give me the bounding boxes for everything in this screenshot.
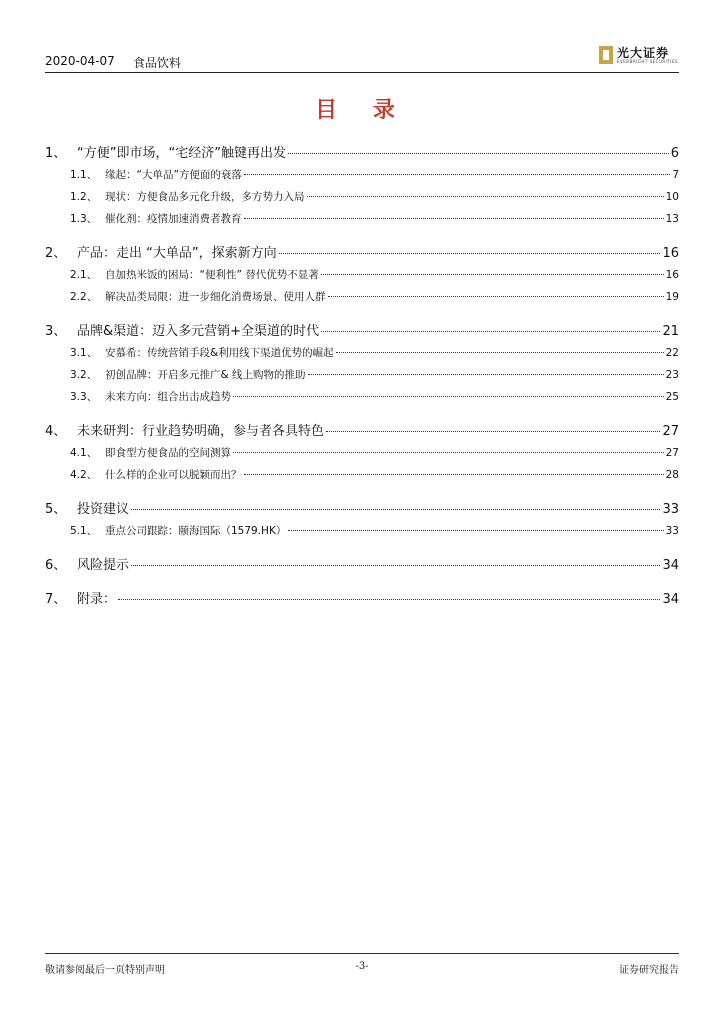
toc-subsection-entry[interactable] bbox=[45, 267, 679, 289]
toc-entry-page: 33 bbox=[662, 502, 679, 517]
toc-entry-number: 3.2、 bbox=[70, 367, 105, 382]
toc-leader-dots bbox=[307, 196, 664, 197]
toc-entry-page: 19 bbox=[665, 291, 679, 303]
toc-title: 目 录 bbox=[315, 97, 409, 123]
toc-leader-dots bbox=[244, 218, 664, 219]
toc-leader-dots bbox=[308, 374, 664, 375]
toc-entry-number: 4.1、 bbox=[70, 445, 105, 460]
toc-leader-dots bbox=[288, 530, 663, 531]
toc-subsection-entry[interactable] bbox=[45, 189, 679, 211]
toc-section-entry[interactable] bbox=[45, 584, 679, 613]
toc-leader-dots bbox=[321, 331, 660, 332]
toc-entry-title: 风险提示 bbox=[77, 554, 129, 573]
toc-leader-dots bbox=[244, 174, 670, 175]
toc-subsection-entry[interactable] bbox=[45, 467, 679, 489]
toc-entry-number: 6、 bbox=[45, 554, 77, 573]
toc-section-entry[interactable] bbox=[45, 416, 679, 445]
toc-section-entry[interactable] bbox=[45, 316, 679, 345]
toc-section-entry[interactable] bbox=[45, 550, 679, 579]
toc-entry-number: 3.3、 bbox=[70, 389, 105, 404]
toc-entry-title: 未来方向：组合出击成趋势 bbox=[105, 391, 231, 403]
toc-entry-number: 4、 bbox=[45, 420, 77, 439]
toc-entry-page: 28 bbox=[665, 469, 679, 481]
toc-entry-title: 自加热米饭的困局：“便利性” 替代优势不显著 bbox=[105, 269, 319, 281]
toc-entry-title: 催化剂：疫情加速消费者教育 bbox=[105, 213, 242, 225]
page-footer bbox=[45, 953, 679, 976]
toc-entry-title: “方便”即市场，“宅经济”触键再出发 bbox=[77, 142, 286, 161]
toc-entry-number: 1.2、 bbox=[70, 189, 105, 204]
toc-entry-title: 缘起：“大单品”方便面的衰落 bbox=[105, 169, 242, 181]
toc-entry-title: 品牌&渠道：迈入多元营销+全渠道的时代 bbox=[77, 320, 319, 339]
toc-section-entry[interactable] bbox=[45, 494, 679, 523]
logo-text-en: EVERBRIGHT SECURITIES bbox=[617, 59, 679, 64]
toc-subsection-entry[interactable] bbox=[45, 289, 679, 311]
toc-entry-title: 初创品牌：开启多元推广& 线上购物的推助 bbox=[105, 369, 306, 381]
toc-entry-title: 解决品类局限：进一步细化消费场景、使用人群 bbox=[105, 291, 326, 303]
toc-entry-page: 34 bbox=[662, 558, 679, 573]
report-category: 食品饮料 bbox=[133, 56, 182, 70]
toc-entry-page: 13 bbox=[665, 213, 679, 225]
toc-entry-page: 23 bbox=[665, 369, 679, 381]
toc-entry-title: 附录： bbox=[77, 588, 116, 607]
toc-subsection-entry[interactable] bbox=[45, 523, 679, 545]
toc-entry-title: 现状：方便食品多元化升级，多方势力入局 bbox=[105, 191, 305, 203]
toc-entry-number: 3.1、 bbox=[70, 345, 105, 360]
toc-entry-number: 1.1、 bbox=[70, 167, 105, 182]
toc-leader-dots bbox=[288, 153, 669, 154]
toc-entry-page: 6 bbox=[670, 146, 679, 161]
toc-leader-dots bbox=[321, 274, 664, 275]
toc-leader-dots bbox=[336, 352, 664, 353]
toc-leader-dots bbox=[328, 296, 664, 297]
toc-leader-dots bbox=[233, 396, 664, 397]
toc-entry-number: 1.3、 bbox=[70, 211, 105, 226]
toc-entry-page: 16 bbox=[662, 246, 679, 261]
toc-entry-page: 22 bbox=[665, 347, 679, 359]
toc-entry-number: 3、 bbox=[45, 320, 77, 339]
toc-leader-dots bbox=[244, 474, 664, 475]
toc-entry-title: 未来研判：行业趋势明确，参与者各具特色 bbox=[77, 420, 324, 439]
toc-entry-page: 27 bbox=[665, 447, 679, 459]
toc-entry-number: 5、 bbox=[45, 498, 77, 517]
report-date: 2020-04-07 bbox=[45, 54, 115, 68]
toc-entry-number: 2.1、 bbox=[70, 267, 105, 282]
toc-entry-page: 16 bbox=[665, 269, 679, 281]
toc-leader-dots bbox=[279, 253, 661, 254]
toc-leader-dots bbox=[233, 452, 664, 453]
footer-report-type: 证券研究报告 bbox=[619, 965, 679, 976]
toc-entry-number: 5.1、 bbox=[70, 523, 105, 538]
company-logo bbox=[599, 44, 679, 68]
footer-rule bbox=[45, 953, 679, 954]
toc-entry-title: 什么样的企业可以脱颖而出？ bbox=[105, 469, 242, 481]
toc-entry-title: 重点公司跟踪：颐海国际（1579.HK） bbox=[105, 525, 287, 537]
toc-leader-dots bbox=[131, 565, 660, 566]
toc-entry-title: 产品：走出 “大单品”，探索新方向 bbox=[77, 242, 277, 261]
toc-entry-number: 2.2、 bbox=[70, 289, 105, 304]
toc-entry-page: 10 bbox=[665, 191, 679, 203]
toc-entry-page: 21 bbox=[662, 324, 679, 339]
toc-leader-dots bbox=[326, 431, 660, 432]
toc-subsection-entry[interactable] bbox=[45, 445, 679, 467]
footer-disclaimer: 敬请参阅最后一页特别声明 bbox=[45, 965, 165, 976]
header-rule bbox=[45, 72, 679, 73]
page-number: -3- bbox=[355, 961, 369, 972]
toc-entry-page: 27 bbox=[662, 424, 679, 439]
toc-subsection-entry[interactable] bbox=[45, 389, 679, 411]
toc-subsection-entry[interactable] bbox=[45, 167, 679, 189]
toc-leader-dots bbox=[118, 599, 660, 600]
toc-entry-number: 2、 bbox=[45, 242, 77, 261]
toc-entry-title: 即食型方便食品的空间测算 bbox=[105, 447, 231, 459]
table-of-contents bbox=[45, 138, 679, 613]
toc-entry-number: 7、 bbox=[45, 588, 77, 607]
toc-leader-dots bbox=[131, 509, 660, 510]
logo-text-cn: 光大证券 bbox=[617, 46, 670, 60]
toc-section-entry[interactable] bbox=[45, 138, 679, 167]
toc-entry-number: 4.2、 bbox=[70, 467, 105, 482]
toc-subsection-entry[interactable] bbox=[45, 345, 679, 367]
toc-entry-page: 25 bbox=[665, 391, 679, 403]
toc-entry-number: 1、 bbox=[45, 142, 77, 161]
toc-subsection-entry[interactable] bbox=[45, 211, 679, 233]
page-header bbox=[45, 48, 679, 72]
toc-entry-title: 投资建议 bbox=[77, 498, 129, 517]
toc-entry-page: 7 bbox=[672, 169, 679, 181]
toc-entry-page: 33 bbox=[665, 525, 679, 537]
toc-section-entry[interactable] bbox=[45, 238, 679, 267]
toc-entry-page: 34 bbox=[662, 592, 679, 607]
toc-subsection-entry[interactable] bbox=[45, 367, 679, 389]
toc-entry-title: 安慕希：传统营销手段&利用线下渠道优势的崛起 bbox=[105, 347, 334, 359]
logo-mark-icon bbox=[599, 46, 613, 64]
